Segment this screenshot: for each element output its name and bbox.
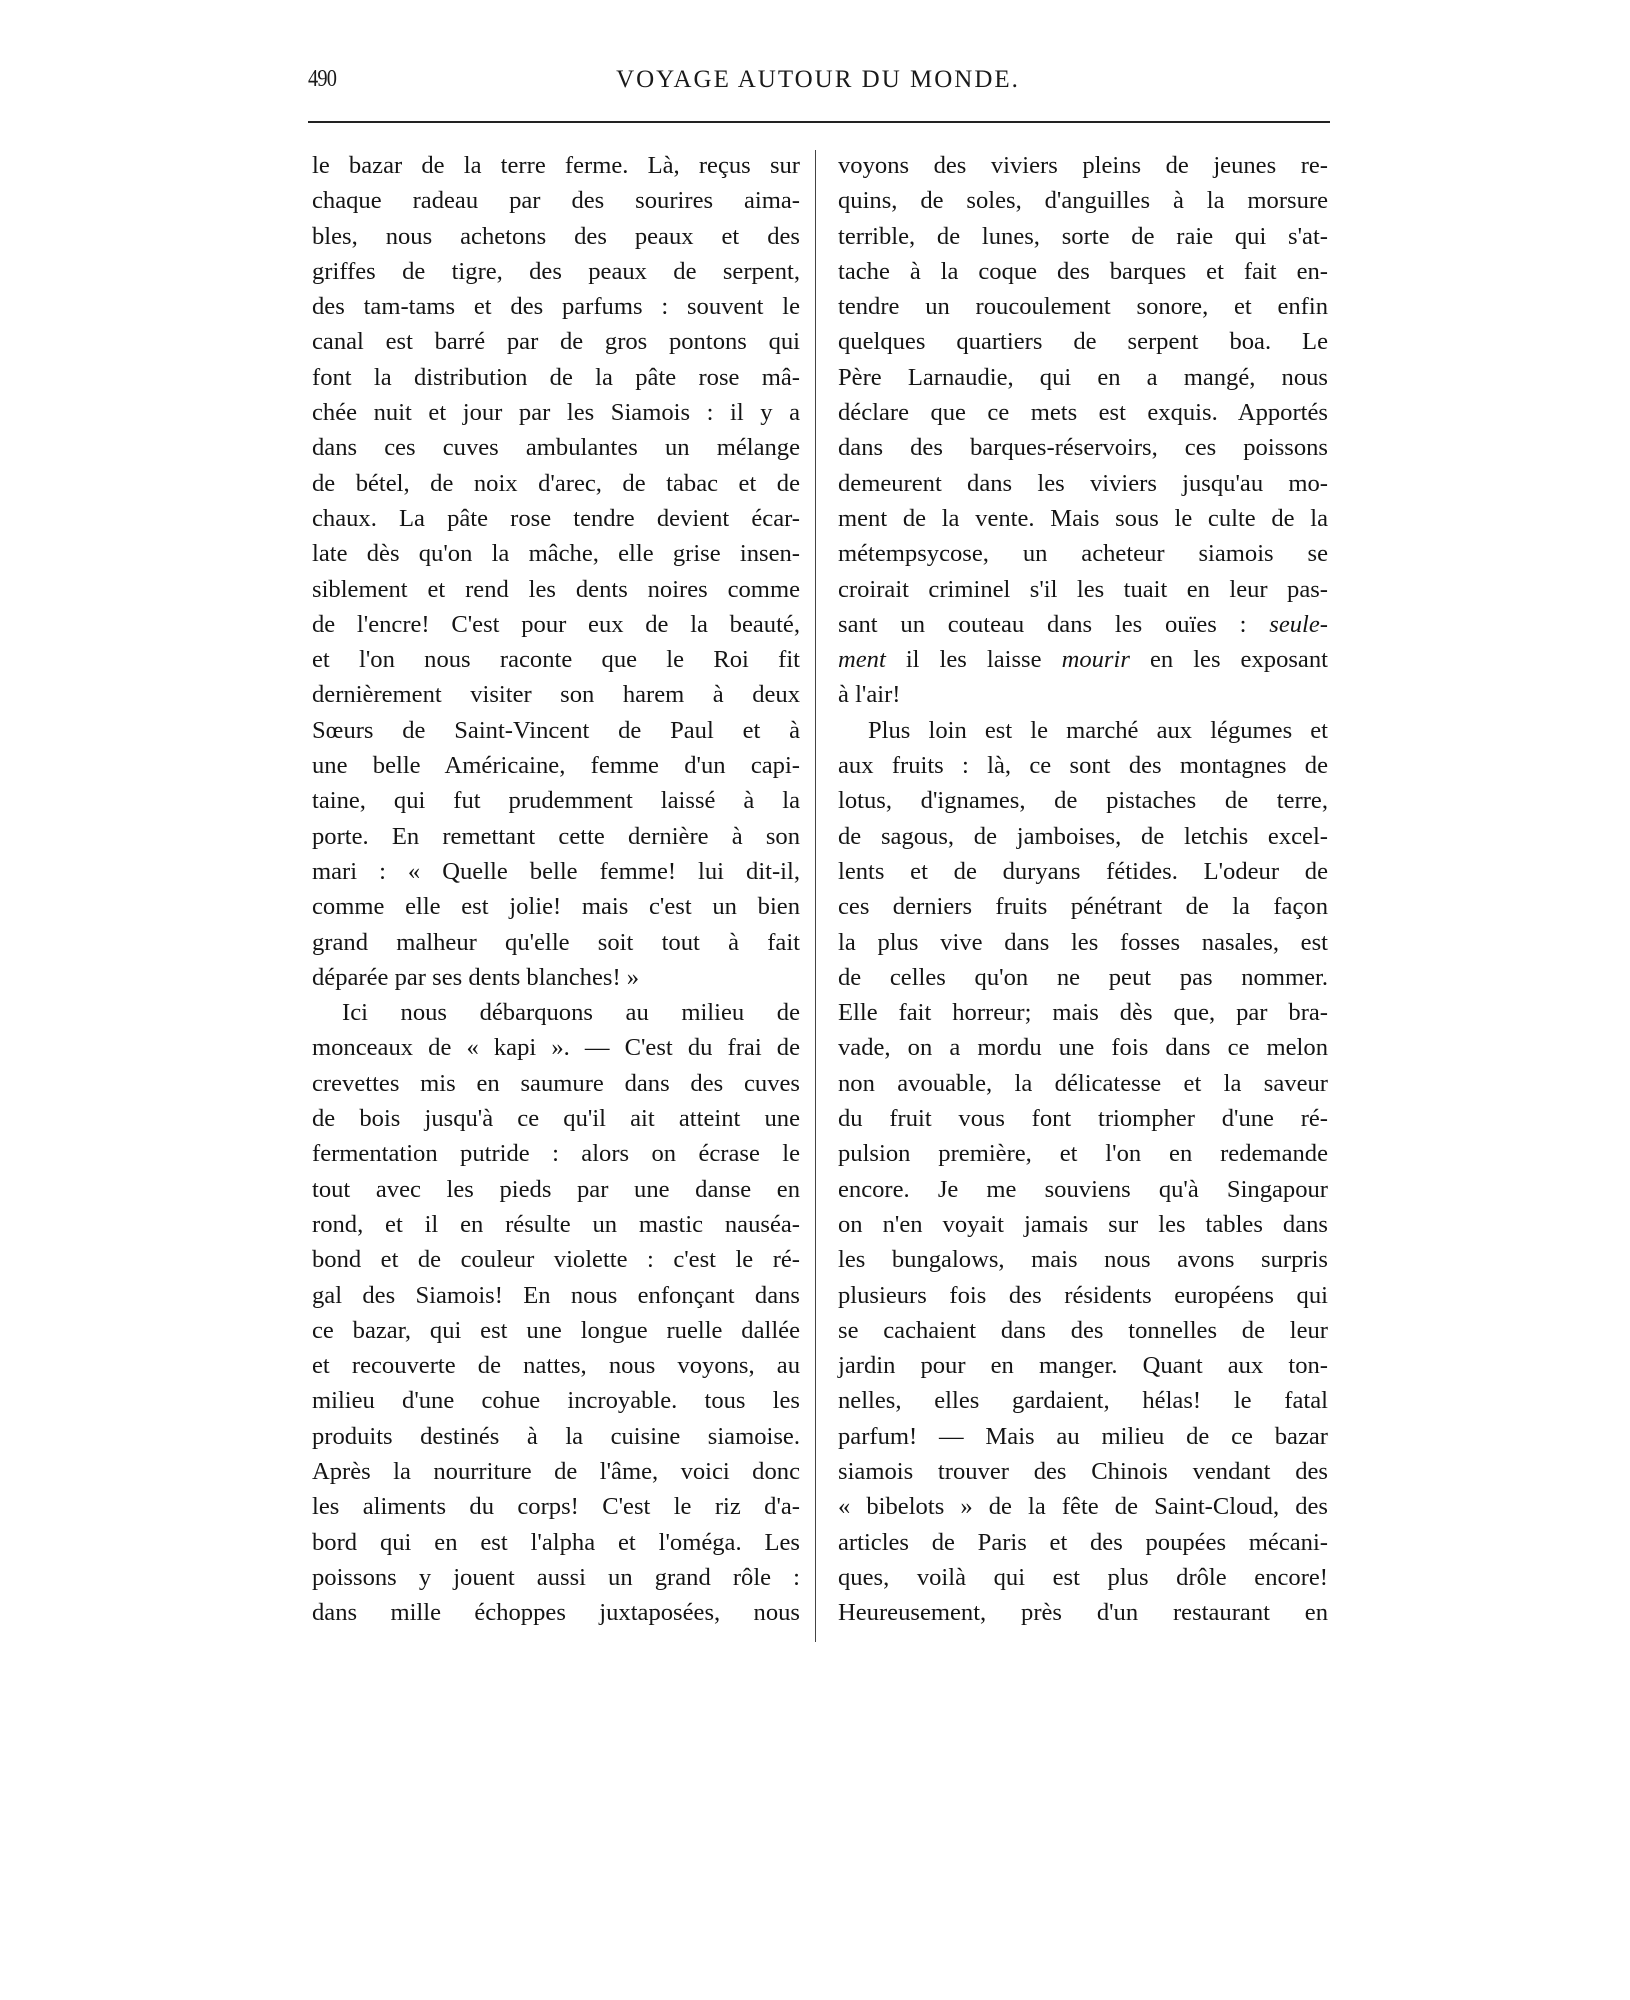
- line-text: tout avec les pieds par une danse en: [312, 1175, 800, 1203]
- line-text: non avouable, la délicatesse et la saveur: [838, 1069, 1328, 1097]
- line-text: pulsion première, et l'on en redemande: [838, 1140, 1328, 1168]
- text-line: [838, 677, 1328, 712]
- line-text: tendre un roucoulement sonore, et enfin: [838, 293, 1328, 321]
- text-line: [312, 1172, 800, 1207]
- line-text: Elle fait horreur; mais dès que, par bra-: [838, 999, 1328, 1027]
- text-line: [312, 748, 800, 783]
- text-line: [838, 1030, 1328, 1065]
- page-number: 490: [308, 66, 337, 92]
- text-line: [838, 254, 1328, 289]
- line-text: poissons y jouent aussi un grand rôle :: [312, 1563, 800, 1591]
- line-text: produits destinés à la cuisine siamoise.: [312, 1422, 800, 1450]
- line-text: du fruit vous font triompher d'une ré-: [838, 1105, 1328, 1133]
- text-line: [838, 536, 1328, 571]
- line-text: bles, nous achetons des peaux et des: [312, 222, 800, 250]
- line-text: demeurent dans les viviers jusqu'au mo-: [838, 469, 1328, 497]
- italic-text: seule-: [1269, 610, 1328, 638]
- line-text: monceaux de « kapi ». — C'est du frai de: [312, 1034, 800, 1062]
- line-text: en les exposant: [1129, 646, 1328, 674]
- text-line: [312, 1595, 800, 1630]
- text-line: [838, 1525, 1328, 1560]
- text-line: [312, 925, 800, 960]
- text-line: [838, 960, 1328, 995]
- text-line: [312, 995, 800, 1030]
- line-text: on n'en voyait jamais sur les tables dans: [838, 1210, 1328, 1238]
- text-line: [312, 1030, 800, 1065]
- text-line: [312, 1348, 800, 1383]
- text-line: [312, 854, 800, 889]
- line-text: les bungalows, mais nous avons surpris: [838, 1246, 1328, 1274]
- line-text: il les laisse: [885, 646, 1062, 674]
- line-text: lotus, d'ignames, de pistaches de terre,: [838, 787, 1328, 815]
- line-text: terrible, de lunes, sorte de raie qui s'at-: [838, 222, 1328, 250]
- line-text: Père Larnaudie, qui en a mangé, nous: [838, 363, 1328, 391]
- text-line: [838, 783, 1328, 818]
- column-divider: [815, 150, 816, 1642]
- line-text: des tam-tams et des parfums : souvent le: [312, 293, 800, 321]
- text-line: [838, 1454, 1328, 1489]
- line-text: porte. En remettant cette dernière à son: [312, 822, 800, 850]
- line-text: à l'air!: [838, 681, 901, 709]
- line-text: lents et de duryans fétides. L'odeur de: [838, 857, 1328, 885]
- text-line: [838, 1207, 1328, 1242]
- line-text: encore. Je me souviens qu'à Singapour: [838, 1175, 1328, 1203]
- text-line: [312, 254, 800, 289]
- text-line: [312, 1242, 800, 1277]
- line-text: de sagous, de jamboises, de letchis excel-: [838, 822, 1328, 850]
- text-line: [312, 219, 800, 254]
- text-line: [312, 1525, 800, 1560]
- line-text: la plus vive dans les fosses nasales, est: [838, 928, 1328, 956]
- line-text: gal des Siamois! En nous enfonçant dans: [312, 1281, 800, 1309]
- text-line: [838, 1313, 1328, 1348]
- line-text: dans des barques-réservoirs, ces poissons: [838, 434, 1328, 462]
- text-line: [312, 642, 800, 677]
- text-line: [312, 1454, 800, 1489]
- line-text: parfum! — Mais au milieu de ce bazar: [838, 1422, 1328, 1450]
- line-text: déclare que ce mets est exquis. Apportés: [838, 399, 1328, 427]
- line-text: ces derniers fruits pénétrant de la façon: [838, 893, 1328, 921]
- text-line: [838, 395, 1328, 430]
- text-line: [838, 466, 1328, 501]
- line-text: fermentation putride : alors on écrase le: [312, 1140, 800, 1168]
- line-text: Sœurs de Saint-Vincent de Paul et à: [312, 716, 800, 744]
- line-text: se cachaient dans des tonnelles de leur: [838, 1316, 1328, 1344]
- line-text: Plus loin est le marché aux légumes et: [868, 716, 1328, 744]
- text-line: [312, 960, 800, 995]
- text-line: [838, 1101, 1328, 1136]
- line-text: chaux. La pâte rose tendre devient écar-: [312, 504, 800, 532]
- text-line: [838, 854, 1328, 889]
- line-text: et l'on nous raconte que le Roi fit: [312, 646, 800, 674]
- text-line: [312, 713, 800, 748]
- text-line: [838, 1172, 1328, 1207]
- text-line: [312, 1101, 800, 1136]
- text-line: [312, 395, 800, 430]
- text-line: [312, 889, 800, 924]
- text-line: [838, 995, 1328, 1030]
- line-text: font la distribution de la pâte rose mâ-: [312, 363, 800, 391]
- running-head: [308, 64, 1328, 104]
- text-line: [838, 1595, 1328, 1630]
- line-text: taine, qui fut prudemment laissé à la: [312, 787, 800, 815]
- line-text: une belle Américaine, femme d'un capi-: [312, 752, 800, 780]
- line-text: croirait criminel s'il les tuait en leur pas-: [838, 575, 1328, 603]
- line-text: de bois jusqu'à ce qu'il ait atteint une: [312, 1105, 800, 1133]
- line-text: les aliments du corps! C'est le riz d'a-: [312, 1493, 800, 1521]
- text-line: [312, 1066, 800, 1101]
- text-line: [838, 607, 1328, 642]
- line-text: dernièrement visiter son harem à deux: [312, 681, 800, 709]
- line-text: crevettes mis en saumure dans des cuves: [312, 1069, 800, 1097]
- text-line: [312, 1489, 800, 1524]
- line-text: de l'encre! C'est pour eux de la beauté,: [312, 610, 800, 638]
- line-text: jardin pour en manger. Quant aux ton-: [838, 1352, 1328, 1380]
- line-text: canal est barré par de gros pontons qui: [312, 328, 800, 356]
- line-text: nelles, elles gardaient, hélas! le fatal: [838, 1387, 1328, 1415]
- text-line: [838, 324, 1328, 359]
- text-line: [312, 1207, 800, 1242]
- text-line: [312, 677, 800, 712]
- line-text: dans mille échoppes juxtaposées, nous: [312, 1599, 800, 1627]
- text-line: [838, 1489, 1328, 1524]
- line-text: grand malheur qu'elle soit tout à fait: [312, 928, 800, 956]
- line-text: quelques quartiers de serpent boa. Le: [838, 328, 1328, 356]
- line-text: Après la nourriture de l'âme, voici donc: [312, 1457, 800, 1485]
- text-line: [838, 925, 1328, 960]
- line-text: bond et de couleur violette : c'est le ré-: [312, 1246, 800, 1274]
- text-line: [312, 572, 800, 607]
- text-line: [312, 1313, 800, 1348]
- text-line: [312, 783, 800, 818]
- running-title: VOYAGE AUTOUR DU MONDE.: [616, 66, 1020, 93]
- text-line: [312, 501, 800, 536]
- italic-text: mourir: [1061, 646, 1130, 674]
- header-rule: [308, 121, 1330, 123]
- line-text: rond, et il en résulte un mastic nauséa-: [312, 1210, 800, 1238]
- text-line: [838, 1242, 1328, 1277]
- line-text: chée nuit et jour par les Siamois : il y a: [312, 399, 800, 427]
- text-line: [838, 289, 1328, 324]
- text-line: [838, 889, 1328, 924]
- text-line: [838, 1066, 1328, 1101]
- text-column-left: [312, 148, 800, 1630]
- line-text: comme elle est jolie! mais c'est un bien: [312, 893, 800, 921]
- line-text: métempsycose, un acheteur siamois se: [838, 540, 1328, 568]
- text-line: [312, 289, 800, 324]
- line-text: griffes de tigre, des peaux de serpent,: [312, 257, 800, 285]
- line-text: et recouverte de nattes, nous voyons, au: [312, 1352, 800, 1380]
- text-line: [312, 324, 800, 359]
- text-line: [312, 1278, 800, 1313]
- text-line: [838, 572, 1328, 607]
- line-text: siamois trouver des Chinois vendant des: [838, 1457, 1328, 1485]
- text-line: [838, 1348, 1328, 1383]
- text-line: [838, 748, 1328, 783]
- text-line: [838, 819, 1328, 854]
- line-text: articles de Paris et des poupées mécani-: [838, 1528, 1328, 1556]
- text-line: [312, 430, 800, 465]
- text-line: [838, 501, 1328, 536]
- text-line: [312, 183, 800, 218]
- line-text: Ici nous débarquons au milieu de: [342, 999, 800, 1027]
- line-text: voyons des viviers pleins de jeunes re-: [838, 152, 1328, 179]
- text-line: [838, 430, 1328, 465]
- text-line: [838, 360, 1328, 395]
- text-line: [838, 1136, 1328, 1171]
- text-line: [838, 1278, 1328, 1313]
- line-text: « bibelots » de la fête de Saint-Cloud, des: [838, 1493, 1328, 1521]
- text-line: [838, 148, 1328, 183]
- text-line: [838, 1383, 1328, 1418]
- line-text: chaque radeau par des sourires aima-: [312, 187, 800, 215]
- text-line: [312, 1560, 800, 1595]
- line-text: mari : « Quelle belle femme! lui dit-il,: [312, 857, 800, 885]
- line-text: dans ces cuves ambulantes un mélange: [312, 434, 800, 462]
- text-line: [838, 713, 1328, 748]
- line-text: siblement et rend les dents noires comme: [312, 575, 800, 603]
- text-line: [312, 148, 800, 183]
- text-line: [312, 1136, 800, 1171]
- line-text: aux fruits : là, ce sont des montagnes de: [838, 752, 1328, 780]
- text-line: [312, 536, 800, 571]
- text-column-right: [838, 148, 1328, 1630]
- text-line: [312, 1383, 800, 1418]
- line-text: vade, on a mordu une fois dans ce melon: [838, 1034, 1328, 1062]
- line-text: quins, de soles, d'anguilles à la morsure: [838, 187, 1328, 215]
- italic-text: ment: [838, 646, 886, 674]
- line-text: le bazar de la terre ferme. Là, reçus sur: [312, 152, 800, 179]
- text-line: [838, 1560, 1328, 1595]
- line-text: late dès qu'on la mâche, elle grise insen-: [312, 540, 800, 568]
- text-line: [312, 1419, 800, 1454]
- text-line: [838, 183, 1328, 218]
- text-line: [838, 1419, 1328, 1454]
- line-text: bord qui en est l'alpha et l'oméga. Les: [312, 1528, 800, 1556]
- line-text: sant un couteau dans les ouïes :: [838, 610, 1270, 638]
- line-text: ce bazar, qui est une longue ruelle dallée: [312, 1316, 800, 1344]
- text-line: [838, 642, 1328, 677]
- line-text: Heureusement, près d'un restaurant en: [838, 1599, 1328, 1627]
- text-line: [838, 219, 1328, 254]
- line-text: ques, voilà qui est plus drôle encore!: [838, 1563, 1328, 1591]
- line-text: tache à la coque des barques et fait en-: [838, 257, 1328, 285]
- text-line: [312, 607, 800, 642]
- line-text: de bétel, de noix d'arec, de tabac et de: [312, 469, 800, 497]
- line-text: plusieurs fois des résidents européens qui: [838, 1281, 1328, 1309]
- text-line: [312, 360, 800, 395]
- line-text: de celles qu'on ne peut pas nommer.: [838, 963, 1328, 991]
- line-text: ment de la vente. Mais sous le culte de la: [838, 504, 1328, 532]
- text-line: [312, 819, 800, 854]
- text-line: [312, 466, 800, 501]
- line-text: déparée par ses dents blanches! »: [312, 963, 640, 991]
- line-text: milieu d'une cohue incroyable. tous les: [312, 1387, 800, 1415]
